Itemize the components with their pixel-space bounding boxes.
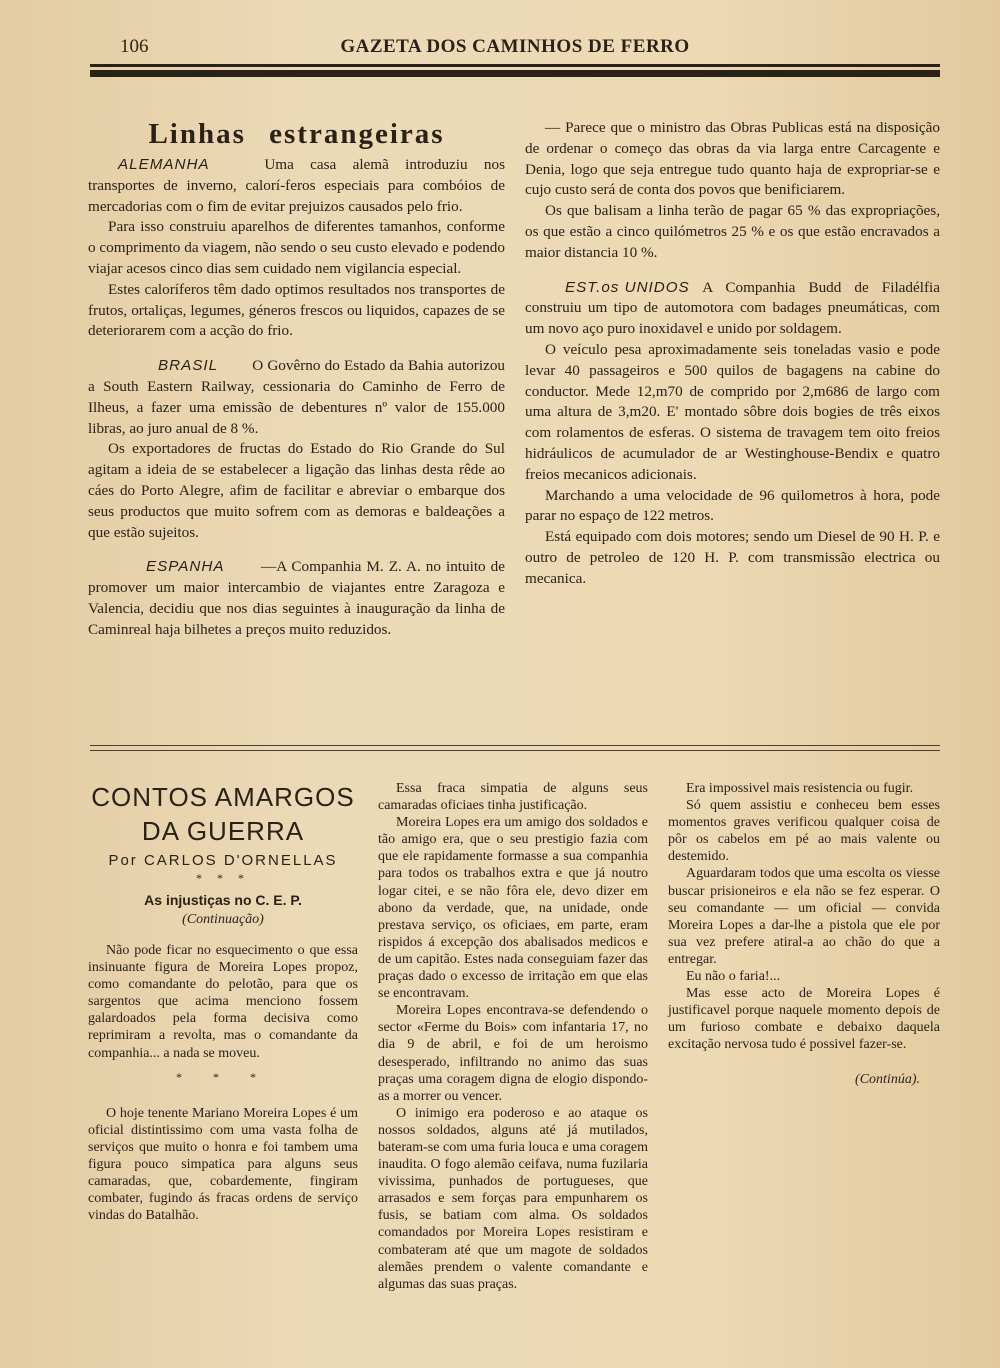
eua-paragraph-2: O veículo pesa aproximadamente seis toneladas vasio e pode levar 40 passageiros e 500 quilos de bagagens na cabine do conductor. Mede 12,m70 de comprido por 2,m686 de largo com uma altura de 3,m20. E' montado sôbre dois bogies de três eixos com rolamentos de esferas. O sistema de travagem tem oito freios hidráulicos de acumulador de ar Westinghouse-Bendix e quatro freios mecanicos adicionais. <box>525 340 940 483</box>
brasil-paragraph-1: BRASIL O Govêrno do Estado da Bahia autorizou a South Eastern Railway, cessionaria do Caminho de Ferro de Ilheus, a fazer uma emissão de debentures nº valor de 155.000 libras, ao juro anual de 8 %. <box>88 357 506 437</box>
continued-label: (Continúa). <box>855 1071 920 1087</box>
linhas-column-right <box>525 118 940 590</box>
alemanha-paragraph-2: Para isso construiu aparelhos de diferentes tamanhos, conforme o comprimento da viagem, não sendo o seu custo elevado e podendo viajar acesos cinco dias sem cuidado nem vigilancia especial. <box>88 218 505 277</box>
espanha-paragraph-2: — Parece que o ministro das Obras Publicas está na disposição de ordenar o começo das obras da via larga entre Carcagente e Denia, logo que seja entregue tudo quanto haja de expropriar-se e cujo custo será de conta dos povos que benificiarem. <box>525 119 940 199</box>
journal-title: GAZETA DOS CAMINHOS DE FERRO <box>340 36 690 57</box>
header-rule-thick <box>90 70 940 77</box>
page-header <box>90 32 940 62</box>
contos-continuation-label: (Continuação) <box>182 912 264 927</box>
contos-column-1 <box>88 780 358 1224</box>
linhas-column-left <box>88 118 505 641</box>
contos-byline: Por CARLOS D'ORNELLAS <box>108 852 338 869</box>
country-label-alemanha: ALEMANHA <box>118 156 210 173</box>
contos-title-line-1: CONTOS AMARGOS <box>91 782 355 812</box>
page-number: 106 <box>120 36 149 57</box>
country-label-brasil: BRASIL <box>158 357 219 375</box>
section-title: Linhas estrangeiras <box>148 118 445 150</box>
header-rule-thin <box>90 64 940 67</box>
contos-paragraph-5: Moreira Lopes encontrava-se defendendo o sector «Ferme du Bois» com infantaria 17, no dia 9 de abril, e foi de um heroismo desesperado, infiltrando no animo das suas praças uma coragem digna de elogio dispondo-as a morrer ou vencer. <box>378 1003 648 1104</box>
contos-subtitle: As injustiças no C. E. P. <box>144 892 302 908</box>
eua-paragraph-3: Marchando a uma velocidade de 96 quilometros à hora, pode parar no espaço de 122 metros. <box>525 486 940 525</box>
eua-paragraph-1: EST.os UNIDOS A Companhia Budd de Filadélfia construiu um tipo de automotora com badages pneumáticas, com um novo aço puro inoxidavel e unido por soldagem. <box>525 278 940 338</box>
country-label-espanha: ESPANHA <box>146 558 225 576</box>
contos-paragraph-7: Era impossivel mais resistencia ou fugir. <box>686 781 914 796</box>
section-divider-bottom <box>90 750 940 751</box>
contos-paragraph-6: O inimigo era poderoso e ao ataque os nossos soldados, alguns até já mutilados, bateram-se com uma furia louca e uma coragem inaudita. O fogo alemão ceifava, numa fuzilaria vivissima, punhados de portugueses, que arrasados e sem forças para empunharem os fusis, se batiam com alma. Os soldados comandados por Moreira Lopes resistiram e combateram até que um magote de soldados alemães prendem o valente comandante e algumas das suas praças. <box>378 1105 648 1292</box>
contos-paragraph-2: O hoje tenente Mariano Moreira Lopes é um oficial distintissimo com uma vasta folha de serviços que muito o honra e foi tambem uma figura pouco simpatica para alguns seus camaradas, que, cobardemente, fingiram combater, fugindo ás fracas ordens de serviço vindas do Batalhão. <box>88 1105 358 1224</box>
contos-paragraph-1: Não pode ficar no esquecimento o que essa insinuante figura de Moreira Lopes propoz, como comandante do pelotão, para que os sargentos que acima menciono fossem galardoados pela forma decisiva como reprimiram a revolta, mas o comandante da companhia... a nada se moveu. <box>88 943 358 1061</box>
section-divider-top <box>90 745 940 746</box>
contos-column-2 <box>378 780 648 1293</box>
espanha-paragraph-3: Os que balisam a linha terão de pagar 65 % das expropriações, os que estão a cinco quilómetros 25 % e os que estão encravados a maior distancia 10 %. <box>525 202 940 261</box>
contos-paragraph-3: Essa fraca simpatia de alguns seus camaradas oficiaes tinha justificação. <box>378 781 648 814</box>
contos-paragraph-4: Moreira Lopes era um amigo dos soldados e tão amigo era, que o seu prestigio fazia com que ele rapidamente formasse a sua companhia para todos os trabalhos extra e que já noutro logar citei, e se não fôra ele, devo dizer em abono da verdade, que, na unidade, onde prestava serviço, os oficiaes, em parte, eram rispidos á excepção dos abalisados medicos e de um capitão. Estes nada conseguiam fazer das praças dado o excesso de irritação em que elas se encontravam. <box>378 815 648 1002</box>
espanha-paragraph-1: ESPANHA —A Companhia M. Z. A. no intuito de promover um maior intercambio de viajantes entre Zaragoza e Valencia, decidiu que nos dias seguintes à inauguração da linha de Caminreal haja bilhetes a preços muito reduzidos. <box>88 558 506 638</box>
alemanha-paragraph-1: ALEMANHA Uma casa alemã introduziu nos transportes de inverno, calorí-feros especiais para combóios de mercadorias com o fim de evitar prejuizos causados pelo frio. <box>88 156 505 215</box>
country-label-eua: EST.os UNIDOS <box>565 278 690 296</box>
alemanha-paragraph-3: Estes caloríferos têm dado optimos resultados nos transportes de frutos, ortaliças, legumes, géneros frescos ou liquidos, capazes de se deteriorarem com a acção do frio. <box>88 280 505 340</box>
contos-paragraph-11: Mas esse acto de Moreira Lopes é justificavel porque naquele momento depois de um furioso combate e debaixo daquela excitação nervosa tudo é possivel fazer-se. <box>668 986 940 1053</box>
paragraph-separator: * * * <box>176 1069 270 1084</box>
contos-paragraph-10: Eu não o faria!... <box>686 969 781 985</box>
contos-column-3 <box>668 780 940 1088</box>
contos-paragraph-8: Só quem assistiu e conheceu bem esses momentos graves verificou qualquer coisa de pôr os cabelos em pé ao mais valente ou destemido. <box>668 798 940 865</box>
brasil-paragraph-2: Os exportadores de fructas do Estado do Rio Grande do Sul agitam a ideia de se estabelecer a ligação das linhas desta rêde ao cáes do Porto Alegre, afim de facilitar e abreviar o embarque dos seus productos que muito sofrem com as demoras e baldeações a que estão sujeitos. <box>88 440 505 541</box>
contos-paragraph-9: Aguardaram todos que uma escolta os viesse buscar prisioneiros e ela não se fez esperar. O seu comandante — um oficial — convida Moreira Lopes a dar-lhe a pistola que ele por sua vez prefere atiral-a ao chão do que a entregar. <box>668 866 940 967</box>
eua-paragraph-4: Está equipado com dois motores; sendo um Diesel de 90 H. P. e outro de petroleo de 120 H. P. com transmissão electrica ou mecanica. <box>525 528 940 587</box>
ornament-stars: * * * <box>196 871 250 885</box>
contos-title-line-2: DA GUERRA <box>141 816 305 846</box>
